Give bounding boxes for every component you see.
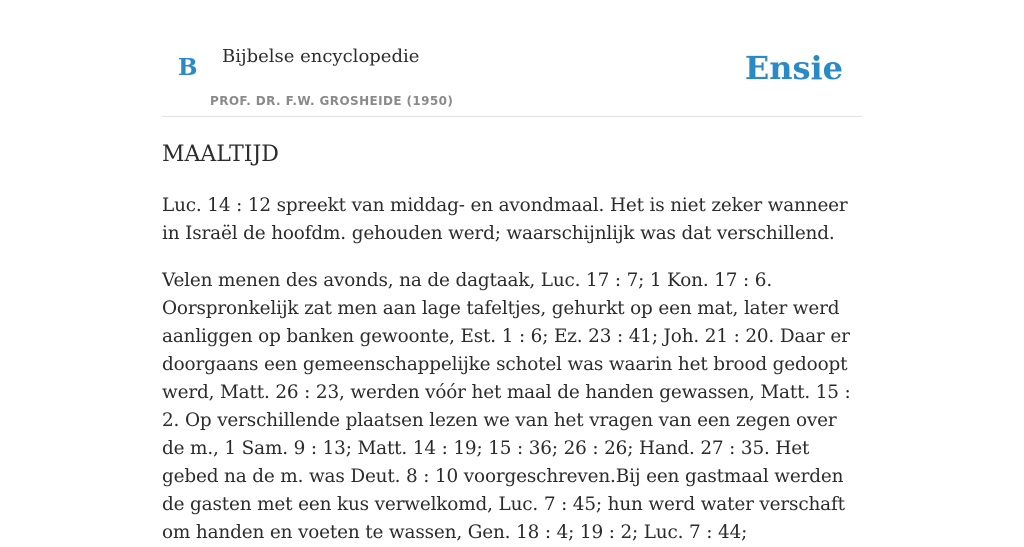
entry-paragraph-2: Velen menen des avonds, na de dagtaak, Luc. 17 : 7; 1 Kon. 17 : 6. Oorspronkelijk zat men aan lage tafeltjes, gehurkt op een mat, later werd aanliggen op banken gewoonte, Est. 1 : 6; Ez. 23 : 41; Joh. 21 : 20. Daar er doorgaans een gemeenschappelijke schotel was waarin het brood gedoopt werd, Matt. 26 : 23, werden vóór het maal de handen gewassen, Matt. 15 : 2. Op verschillende plaatsen lezen we van het vragen van een zegen over de m., 1 Sam. 9 : 13; Matt. 14 : 19; 15 : 36; 26 : 26; Hand. 27 : 35. Het gebed na de m. was Deut. 8 : 10 voorgeschreven.Bij een gastmaal werden de gasten met een kus verwelkomd, Luc. 7 : 45; hun werd water verschaft om handen en voeten te wassen, Gen. 18 : 4; 19 : 2; Luc. 7 : 44; [162, 270, 851, 543]
book-header [162, 0, 862, 117]
entry-content [162, 140, 862, 547]
ensie-logo-link[interactable]: Ensie [744, 49, 843, 87]
book-letter-icon: B [178, 54, 198, 81]
entry-title: MAALTIJD [162, 142, 279, 167]
entry-paragraph-1: Luc. 14 : 12 spreekt van middag- en avondmaal. Het is niet zeker wanneer in Israël de hoofdm. gehouden werd; waarschijnlijk was dat verschillend. [162, 195, 848, 244]
book-author: PROF. DR. F.W. GROSHEIDE (1950) [210, 94, 454, 108]
book-title-link[interactable]: Bijbelse encyclopedie [222, 46, 420, 67]
